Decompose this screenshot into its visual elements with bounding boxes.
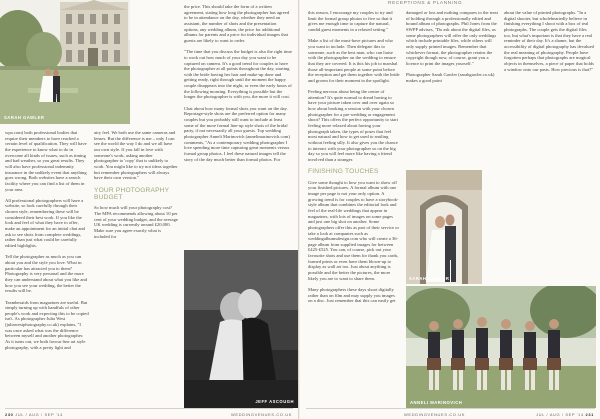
right-column-2 bbox=[406, 10, 498, 170]
paragraph: Tell the photographer as much as you can about you and the style you love. What in particular has attracted you to them? Photography is very personal and the more they can understand about what you like and how you see your wedding, the better the results will be. bbox=[5, 254, 88, 294]
issue-date: JUL / AUG / SEP '14 bbox=[536, 412, 584, 417]
groomsmen-kilts-illustration bbox=[406, 286, 596, 408]
paragraph: airy feel. We both use the same cameras and lenses. But the difference is me – only I can see the world the way I do and we all have our own style. If you fall in love with someone's work, asking another photographer to 'copy' that is unlikely to work. You might like to try not ideas together but remember photographers will always have their own version." bbox=[94, 130, 178, 181]
photo-credit: SARAH GAWLER bbox=[4, 115, 45, 120]
left-footer-brand: WEDDINGVENUES.CO.UK bbox=[231, 412, 292, 417]
couple-lawn-photo bbox=[0, 0, 130, 124]
left-column-3 bbox=[184, 4, 292, 244]
right-page bbox=[300, 0, 600, 419]
paragraph: this reason, I encourage my couples to try and limit the formal group photos to five so that it gives me enough time to capture the natural, candid guest moments in a relaxed setting." bbox=[308, 10, 393, 32]
couple-doorway-illustration bbox=[406, 170, 482, 284]
couple-bw-illustration bbox=[184, 250, 298, 408]
left-footer bbox=[5, 412, 63, 417]
paragraph: about the value of printed photographs. "In a digital shooter, but wholeheartedly believe in finishing everything I shoot with a box of real photographs. The couple gets the digital files too, but what's important is that they have a real reminder of their day. It's a shame, but the accessibility of digital photography has devalued the real meaning of photography. People have forgotten perhaps that photographs are magical objects in themselves, a piece of paper that holds a window onto our pasts. How precious is that?" bbox=[504, 10, 594, 72]
section-title: RECEPTIONS & PLANNING bbox=[388, 1, 463, 6]
page-number: 231 bbox=[585, 412, 594, 417]
paragraph: All professional photographers will have a website, so look carefully through their chosen style, remembering these will be considered their best work. If you like the look and feel of what they have to offer, make an appointment for an initial chat and ask to see shots from complete weddings, rather than just what could be carefully edited highlights. bbox=[5, 197, 85, 249]
couple-lawn-illustration bbox=[0, 0, 130, 124]
footer-rule bbox=[5, 408, 293, 409]
subhead-photography-budget: YOUR PHOTOGRAPHY BUDGET bbox=[94, 186, 170, 201]
photo-credit: JEFF ASCOUGH bbox=[255, 399, 294, 404]
page-number: 230 bbox=[5, 412, 14, 417]
right-column-1 bbox=[308, 10, 400, 410]
photo-credit: SARAH GAWLER bbox=[409, 276, 450, 281]
left-column-1 bbox=[5, 130, 89, 413]
paragraph: Chat about how many formal shots you want on the day. Reportage-style shots are the preferred option for many couples but you probably still want to include at least some of the more formal line-up style shots of the bridal party, if not necessarily all your guests. Top wedding photographer Anneli Marinovich (annelimarinovich.com) comments, "As a contemporary wedding photographer I love spending more time capturing great moments versus formal group photos. I feel these natural images tell the story of the day much better than formal photos. For bbox=[184, 105, 290, 162]
paragraph: "The time that you discuss the budget is also the right time to work out how much of your day you want to be captured on camera. It's a good trend for couples to have the photographer at all points throughout the day, starting with the bride having her hair and make-up done and getting ready, right through until the moment the happy couple disappears into the night, or even the early hours of the following morning. Everything is possible but the longer the photographer is with you, the more it will cost. bbox=[184, 49, 292, 100]
paragraph: Make a list of the must-have pictures and who you want to include. Then delegate this to someone, such as the best man, who can liaise with the photographer on the wedding to ensure that they are covered. It is this his job to marshal those all-important people at some point before the reception and get them together with the bride and groom for their moment in the spotlight. bbox=[308, 38, 400, 83]
right-footer-brand: WEDDINGVENUES.CO.UK bbox=[404, 412, 465, 417]
left-column-2 bbox=[94, 130, 178, 413]
issue-date: JUL / AUG / SEP '14 bbox=[15, 412, 63, 417]
paragraph: Teambesaids from magazines are useful. But simply turning up with handfuls of other people's work and expecting this to be copied isn't. As photographer Julia West (juliawestphotography.co.uk) explains, "I was once asked what was the difference between myself and another photographer. As it turns out, we both favour fine art style photography, with a pretty light and bbox=[5, 299, 89, 350]
subhead-finishing-touches: FINISHING TOUCHES bbox=[308, 168, 379, 176]
right-column-3 bbox=[504, 10, 594, 170]
photo-credit: ANNELI MARINOVICH bbox=[410, 400, 463, 405]
paragraph: Feeling nervous about being the centre of attention? It's quite normal to dread having to have your picture taken over and over again so how about booking a session with your chosen photographer for a pre-wedding or engagement shoot? This offers the perfect opportunity to start feeling more relaxed about having your photograph taken, the types of poses that feel most natural and how to get used to smiling without feeling silly. It also gives you the chance to interact with your photographer so on the big day so you will feel more like having a friend involved than a stranger. bbox=[308, 89, 399, 162]
footer-rule bbox=[306, 408, 595, 409]
paragraph: So how much will your photography cost? The MPA recommends allowing about 10 per cent of your wedding budget, and the average UK wedding is currently around £20,000. Make sure you agree exactly what is included for bbox=[94, 205, 178, 239]
couple-doorway-photo bbox=[406, 170, 482, 284]
paragraph: Give some thought to how you want to show off your finished pictures. A formal album with one image per page is not your only option. A growing trend is for couples to have a storybook-style album that combines the editorial look and feel of the real-life weddings that appear in magazines, with lots of images on some pages and just one big shot on another. Some photographers offer this as part of their service or take a look at companies such as weddingalbumsdesign.com who will create a 36-page album from supplied images for between £425-£525. You can, of course, pick out your favourite shots and use them for thank you cards, framed prints or even have them blown-up to display as wall art too. Just about anything is possible and the better the pictures, the more likely you are to want to share them. bbox=[308, 179, 399, 281]
couple-bw-photo bbox=[184, 250, 298, 408]
paragraph: wpa.com) both professional bodies that require their members to have reached a certain level of qualification. They will have the experience to know what to do in overcome all kinds of issues, such as timing and bad weather, so you great results. They will also have professional indemnity insurance in the unlikely event that anything goes wrong. Both websites have a search facility where you can find a list of them in your area. bbox=[5, 130, 87, 192]
paragraph: damaged or lost and nothing compares to the treat of holding through a professionally edited and bound album of photographs. Phil Jones from the SWPP advises, "Do ask about the digital files, as some photographers will offer the only weddings which include printable files, while others will only supply printed images. Remember that whichever format, the photographer retains the copyright though now, of course, grant you a licence to print the images yourself." bbox=[406, 10, 498, 66]
left-page bbox=[0, 0, 299, 419]
right-footer bbox=[536, 412, 594, 417]
paragraph: Many photographers these days shoot digitally rather than on film and may supply you images on a disc. Just remember that this can easily get bbox=[308, 287, 396, 304]
paragraph: Photographer Sarah Gawler (sarahgawler.co.uk) makes a good point bbox=[406, 72, 495, 83]
paragraph: the price. This should take the form of a written agreement, stating how long the photographer has agreed to be in attendance on the day, whether they need an assistant, the number of shots and the presentation options, any wedding album, the price for additional albums for parents and a price for individual images that guests are likely to want to order. bbox=[184, 4, 290, 43]
groomsmen-kilts-photo bbox=[406, 286, 596, 408]
